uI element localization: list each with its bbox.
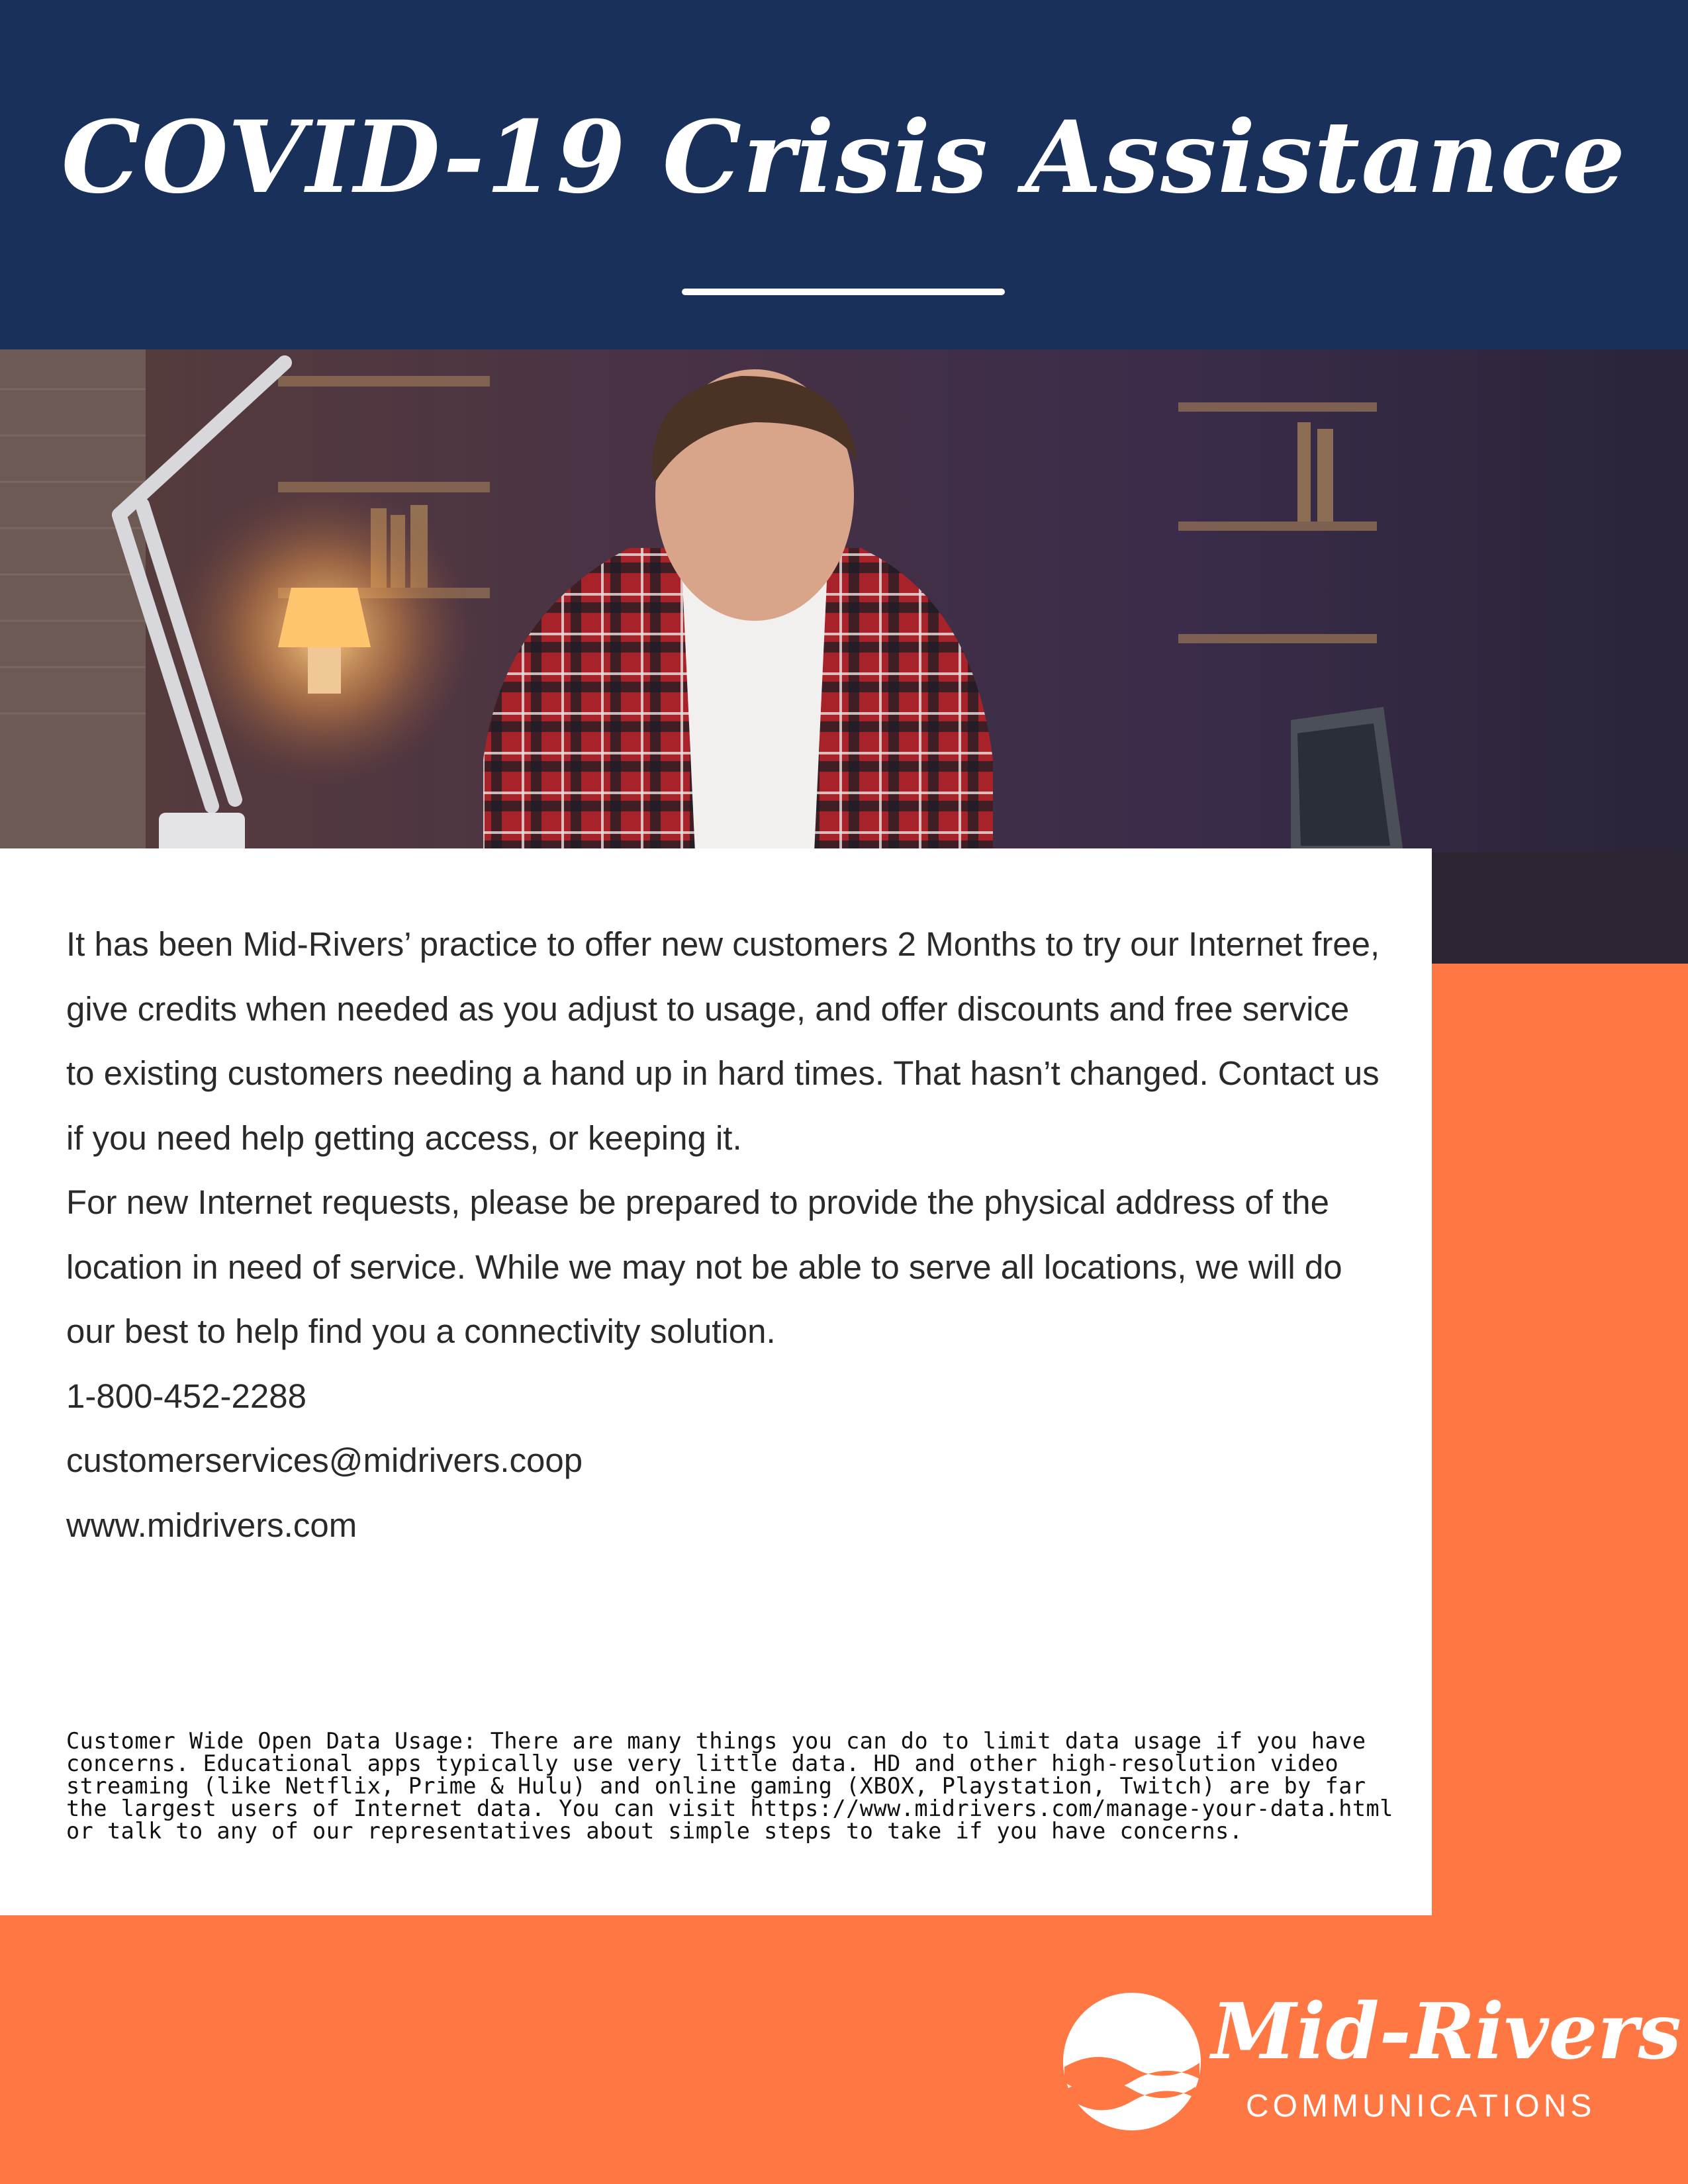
- data-usage-note: Customer Wide Open Data Usage: There are many things you can do to limit data usage if you have concerns. Educational apps typically use very little data. HD and other high-resolution video streaming (like Netflix, Prime & Hulu) and online gaming (XBOX, Playstation, Twitch) are by far the largest users of Internet data. You can visit https://www.midrivers.com/manage-your-data.html or talk to any of our representatives about simple steps to take if you have concerns.: [66, 1728, 1393, 1844]
- header-banner: [0, 0, 1688, 349]
- website-link[interactable]: www.midrivers.com: [66, 1506, 357, 1544]
- page-title: COVID-19 Crisis Assistance: [61, 99, 1627, 216]
- mid-rivers-logo: [1059, 1982, 1681, 2141]
- title-underline: [682, 289, 1005, 295]
- logo-emblem-icon: [1059, 1989, 1205, 2134]
- logo-wordmark: Mid-Rivers: [1211, 1987, 1681, 2077]
- requests-paragraph: For new Internet requests, please be prepared to provide the physical address of the location in need of service. While we may not be able to serve all locations, we will do our best to help find you a connectivity solution.: [66, 1183, 1342, 1350]
- email-link[interactable]: customerservices@midrivers.coop: [66, 1441, 583, 1479]
- phone-number[interactable]: 1-800-452-2288: [66, 1377, 306, 1415]
- intro-paragraph: It has been Mid-Rivers’ practice to offer new customers 2 Months to try our Internet free, give credits when needed as you adjust to usage, and offer discounts and free service to existing customers needing a hand up in hard times. That hasn’t changed. Contact us if you need help getting access, or keeping it.: [66, 925, 1380, 1157]
- body-text: [66, 912, 1383, 1557]
- logo-subtitle: COMMUNICATIONS: [1246, 2089, 1596, 2124]
